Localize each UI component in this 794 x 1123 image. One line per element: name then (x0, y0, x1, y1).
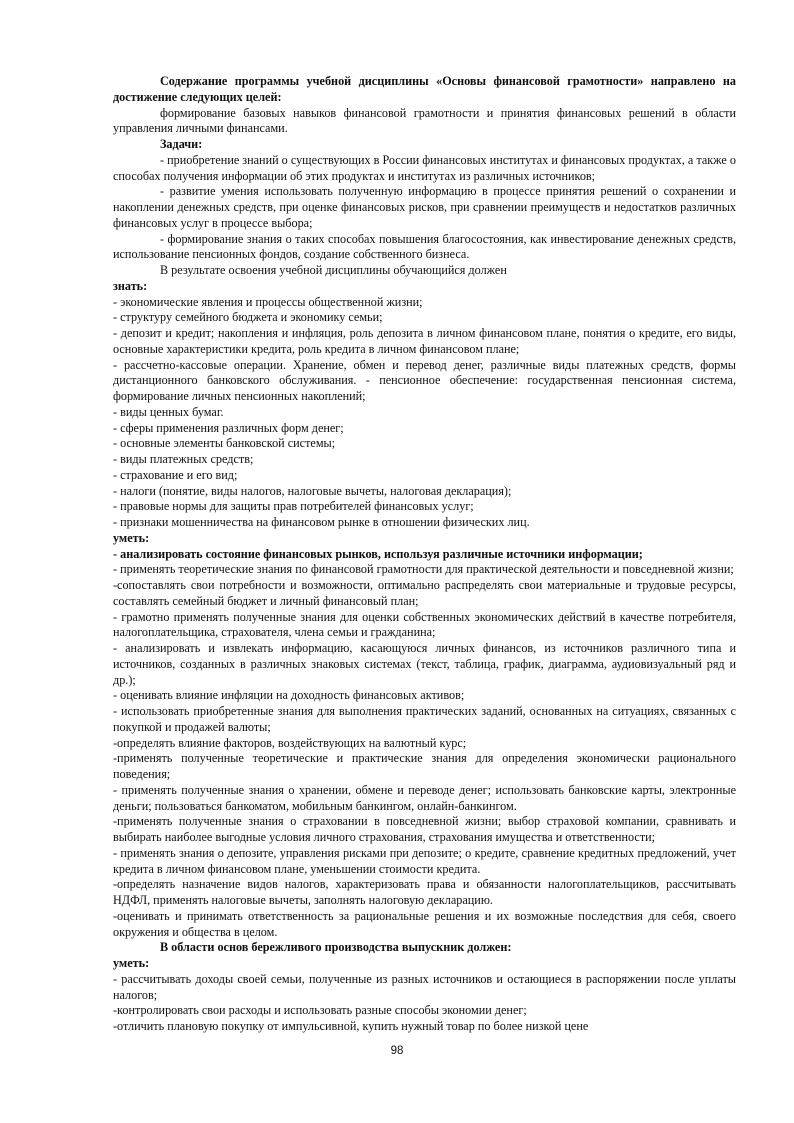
able-item: -определять назначение видов налогов, характеризовать права и обязанности налогоплательщиков, рассчитывать НДФЛ, применять налоговые вычеты, заполнять налоговую декларацию. (113, 877, 736, 907)
know-item: - основные элементы банковской системы; (113, 436, 336, 451)
goal-text: формирование базовых навыков финансовой грамотности и принятия финансовых решений в области управления личными финансами. (113, 105, 736, 136)
able-item-bold: - анализировать состояние финансовых рынков, используя различные источники информации; (113, 546, 643, 561)
able-item: -оценивать и принимать ответственность за рациональные решения и их возможные последствия для себя, своего окружения и общества в целом. (113, 908, 736, 939)
able-item: -применять полученные знания о страховании в повседневной жизни; выбор страховой компании, сравнивать и выбирать наиболее выгодные условия личного страхования, страхования имущества и ответственности; (113, 814, 736, 844)
able-item: - применять знания о депозите, управления рисками при депозите; о кредите, сравнение кредитных предложений, учет кредита в личном финансовом плане, уменьшении стоимости кредита. (113, 845, 736, 876)
tasks-heading: Задачи: (160, 137, 203, 151)
able-item: - оценивать влияние инфляции на доходность финансовых активов; (113, 688, 465, 703)
able-heading: уметь: (113, 530, 150, 545)
know-item: - виды платежных средств; (113, 452, 254, 466)
able-item: - анализировать и извлекать информацию, касающуюся личных финансов, из источников различного типа и источников, созданных в различных знаковых системах (текст, таблица, график, диаграмма, аудиовизуальный ряд и др.); (113, 641, 736, 687)
task-item: - формирование знания о таких способах повышения благосостояния, как инвестирование денежных средств, использование пенсионных фондов, создание собственного бизнеса. (113, 231, 736, 262)
result-intro: В результате освоения учебной дисциплины обучающийся должен (160, 263, 507, 277)
able-item: -определять влияние факторов, воздействующих на валютный курс; (113, 735, 467, 750)
task-item: - приобретение знаний о существующих в России финансовых институтах и финансовых продуктах, а также о способах получения информации об этих продуктах и институтах из различных источников; (113, 152, 736, 183)
page-number: 98 (390, 1045, 404, 1057)
task-item: - развитие умения использовать полученную информацию в процессе принятия решений о сохранении и накоплении денежных средств, при оценке финансовых рисков, при сравнении преимуществ и недостатков различных финансовых услуг в процессе выбора; (113, 184, 736, 230)
lean-item: -отличить плановую покупку от импульсивной, купить нужный товар по более низкой цене (113, 1019, 589, 1033)
goals-intro: Содержание программы учебной дисциплины «Основы финансовой грамотности» направлено на достижение следующих целей: (113, 74, 736, 104)
able-item: - применять теоретические знания по финансовой грамотности для практической деятельности и повседневной жизни; (113, 562, 734, 577)
know-item: - страхование и его вид; (113, 467, 238, 482)
able-item: -применять полученные теоретические и практические знания для определения экономически рационального поведения; (113, 751, 736, 781)
know-item: - налоги (понятие, виды налогов, налоговые вычеты, налоговая декларация); (113, 483, 512, 498)
lean-item: -контролировать свои расходы и использовать разные способы экономии денег; (113, 1003, 527, 1018)
able-item: - использовать приобретенные знания для выполнения практических заданий, основанных на ситуациях, связанных с покупкой и продажей валюты; (113, 704, 736, 734)
lean-able-heading: уметь: (113, 956, 150, 970)
know-item: - правовые нормы для защиты прав потребителей финансовых услуг; (113, 499, 474, 514)
able-item: - грамотно применять полученные знания для оценки собственных экономических действий в качестве потребителя, налогоплательщика, страхователя, члена семьи и гражданина; (113, 609, 736, 640)
lean-item: - рассчитывать доходы своей семьи, полученные из разных источников и остающиеся в распоряжении после уплаты налогов; (113, 971, 736, 1002)
know-item: - депозит и кредит; накопления и инфляция, роль депозита в личном финансовом плане, понятия о кредите, его виды, основные характеристики кредита, роль кредита в личном финансовом плане; (113, 326, 736, 356)
able-item: - применять полученные знания о хранении, обмене и переводе денег; использовать банковские карты, электронные деньги; пользоваться банкоматом, мобильным банкингом, онлайн-банкингом. (113, 782, 736, 813)
know-item: - экономические явления и процессы общественной жизни; (113, 294, 423, 309)
know-item: - рассчетно-кассовые операции. Хранение, обмен и перевод денег, различные виды платежных средств, формы дистанционного банковского обслуживания. - пенсионное обеспечение: государственная пенсионная система, формирование личных пенсионных накоплений; (113, 357, 736, 403)
lean-heading: В области основ бережливого производства выпускник должен: (160, 940, 512, 955)
know-heading: знать: (113, 278, 148, 293)
know-item: - сферы применения различных форм денег; (113, 420, 344, 435)
know-item: - виды ценных бумаг. (113, 404, 224, 419)
document-body (113, 74, 736, 1035)
able-item: -сопоставлять свои потребности и возможности, оптимально распределять свои материальные и трудовые ресурсы, составлять семейный бюджет и личный финансовый план; (113, 578, 736, 608)
know-item: - структуру семейного бюджета и экономику семьи; (113, 310, 383, 325)
know-item: - признаки мошенничества на финансовом рынке в отношении физических лиц. (113, 515, 530, 529)
